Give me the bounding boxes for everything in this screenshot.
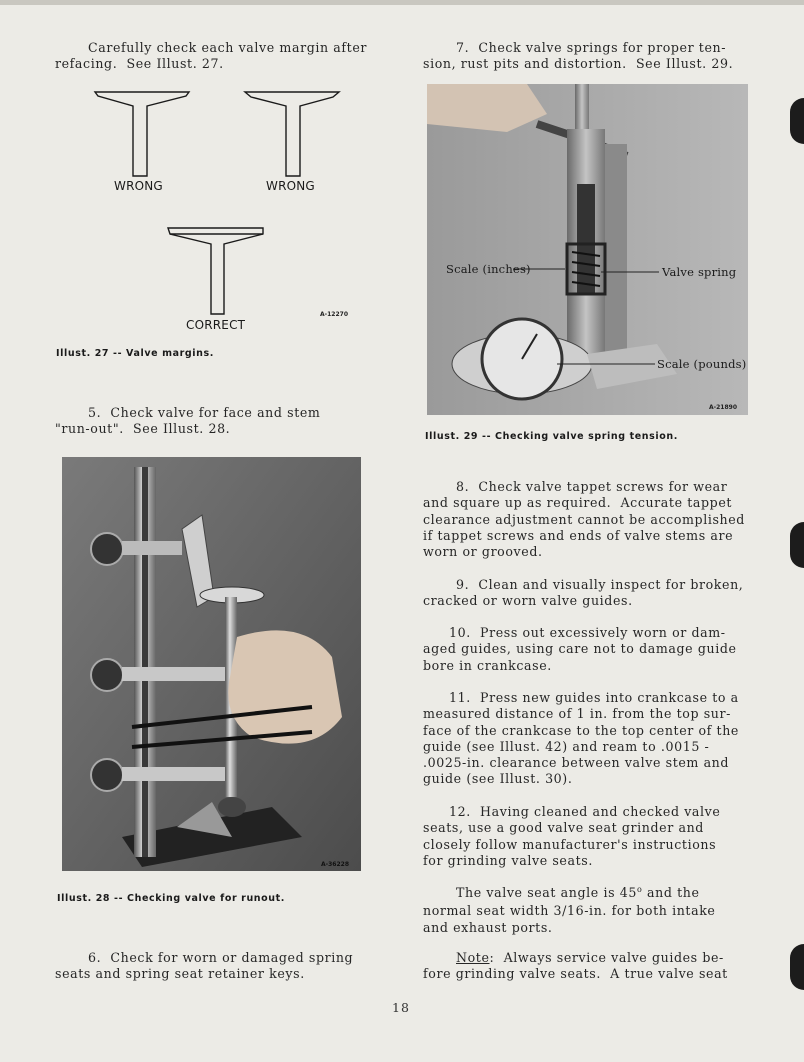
paragraph-note xyxy=(423,950,728,983)
paragraph-step-7 xyxy=(423,40,733,73)
page-number: 18 xyxy=(392,1000,410,1015)
text-line: cracked or worn valve guides. xyxy=(423,593,633,609)
text-line: clearance adjustment cannot be accomplished xyxy=(423,511,745,527)
text-line: .0025-in. clearance between valve stem and xyxy=(423,755,730,771)
note-label: Note xyxy=(456,950,490,965)
text-line: "run-out". See Illust. 28. xyxy=(55,421,231,437)
text-line: for grinding valve seats. xyxy=(423,852,593,868)
illust29-caption: Illust. 29 -- Checking valve spring tension. xyxy=(425,431,678,442)
paragraph-step-6 xyxy=(55,950,353,983)
text-line: 6. Check for worn or damaged spring xyxy=(88,950,354,965)
text-line: 10. Press out excessively worn or dam- xyxy=(449,625,726,640)
text-line: closely follow manufacturer's instructions xyxy=(423,836,717,852)
degree-superscript: o xyxy=(636,885,643,894)
text-line: and the xyxy=(642,885,700,900)
text-line: seats, use a good valve seat grinder and xyxy=(423,820,704,836)
text-line: seats and spring seat retainer keys. xyxy=(55,966,305,982)
text-line: 9. Clean and visually inspect for broken, xyxy=(456,577,744,592)
paragraph-step-10 xyxy=(423,625,737,674)
text-line: guide (see Illust. 42) and ream to .0015 - xyxy=(423,738,710,754)
illust28-caption: Illust. 28 -- Checking valve for runout. xyxy=(57,893,286,904)
text-line: 11. Press new guides into crankcase to a xyxy=(449,690,739,705)
page-top-edge xyxy=(0,0,804,5)
illust28-photo-runout-fixture xyxy=(62,457,361,871)
text-line: 5. Check valve for face and stem xyxy=(88,405,321,420)
text-line: 7. Check valve springs for proper ten- xyxy=(456,40,727,55)
binder-hole-middle xyxy=(790,522,804,568)
illust28-reference-number: A-36228 xyxy=(321,861,350,868)
illust27-reference-number: A-12270 xyxy=(320,311,349,318)
text-line: fore grinding valve seats. A true valve seat xyxy=(423,966,728,982)
text-line: and exhaust ports. xyxy=(423,919,553,935)
paragraph-step-9 xyxy=(423,577,743,610)
text-line: : Always service valve guides be- xyxy=(489,950,724,965)
paragraph-step-5 xyxy=(55,405,320,438)
label-scale-pounds: Scale (pounds) xyxy=(657,357,747,371)
label-valve-spring: Valve spring xyxy=(662,265,737,279)
valve-label-wrong-1: WRONG xyxy=(114,179,163,193)
text-line: 8. Check valve tappet screws for wear xyxy=(456,479,728,494)
illust27-caption: Illust. 27 -- Valve margins. xyxy=(56,348,214,359)
text-line: face of the crankcase to the top center of the xyxy=(423,722,739,738)
paragraph-step-11 xyxy=(423,690,739,788)
paragraph-step-12 xyxy=(423,804,720,869)
valve-label-wrong-2: WRONG xyxy=(266,179,315,193)
text-line: bore in crankcase. xyxy=(423,657,552,673)
runout-fixture-drawing xyxy=(62,457,361,871)
label-scale-inches: Scale (inches) xyxy=(446,262,531,276)
valve-wrong-1-drawing xyxy=(95,92,189,176)
text-line: and square up as required. Accurate tappet xyxy=(423,495,733,511)
text-line: worn or grooved. xyxy=(423,544,543,560)
text-line: The valve seat angle is 45 xyxy=(456,885,637,900)
illust29-reference-number: A-21890 xyxy=(709,404,738,411)
binder-hole-top xyxy=(790,98,804,144)
text-line: if tappet screws and ends of valve stems are xyxy=(423,527,734,543)
valve-wrong-2-drawing xyxy=(245,92,339,176)
paragraph-seat-angle xyxy=(423,885,716,936)
binder-hole-bottom xyxy=(790,944,804,990)
valve-correct-drawing xyxy=(168,228,263,314)
text-line: sion, rust pits and distortion. See Illust. 29. xyxy=(423,56,734,72)
text-line: measured distance of 1 in. from the top sur- xyxy=(423,706,731,722)
paragraph-step-8 xyxy=(423,479,745,560)
paragraph-valve-margin xyxy=(55,40,367,73)
text-line: refacing. See Illust. 27. xyxy=(55,56,224,72)
valve-label-correct: CORRECT xyxy=(186,318,246,332)
text-line: Carefully check each valve margin after xyxy=(88,40,367,55)
text-line: aged guides, using care not to damage guide xyxy=(423,641,737,657)
text-line: 12. Having cleaned and checked valve xyxy=(449,804,721,819)
text-line: normal seat width 3/16-in. for both intake xyxy=(423,903,716,919)
text-line: guide (see Illust. 30). xyxy=(423,771,573,787)
valve-margin-diagram xyxy=(85,86,370,336)
